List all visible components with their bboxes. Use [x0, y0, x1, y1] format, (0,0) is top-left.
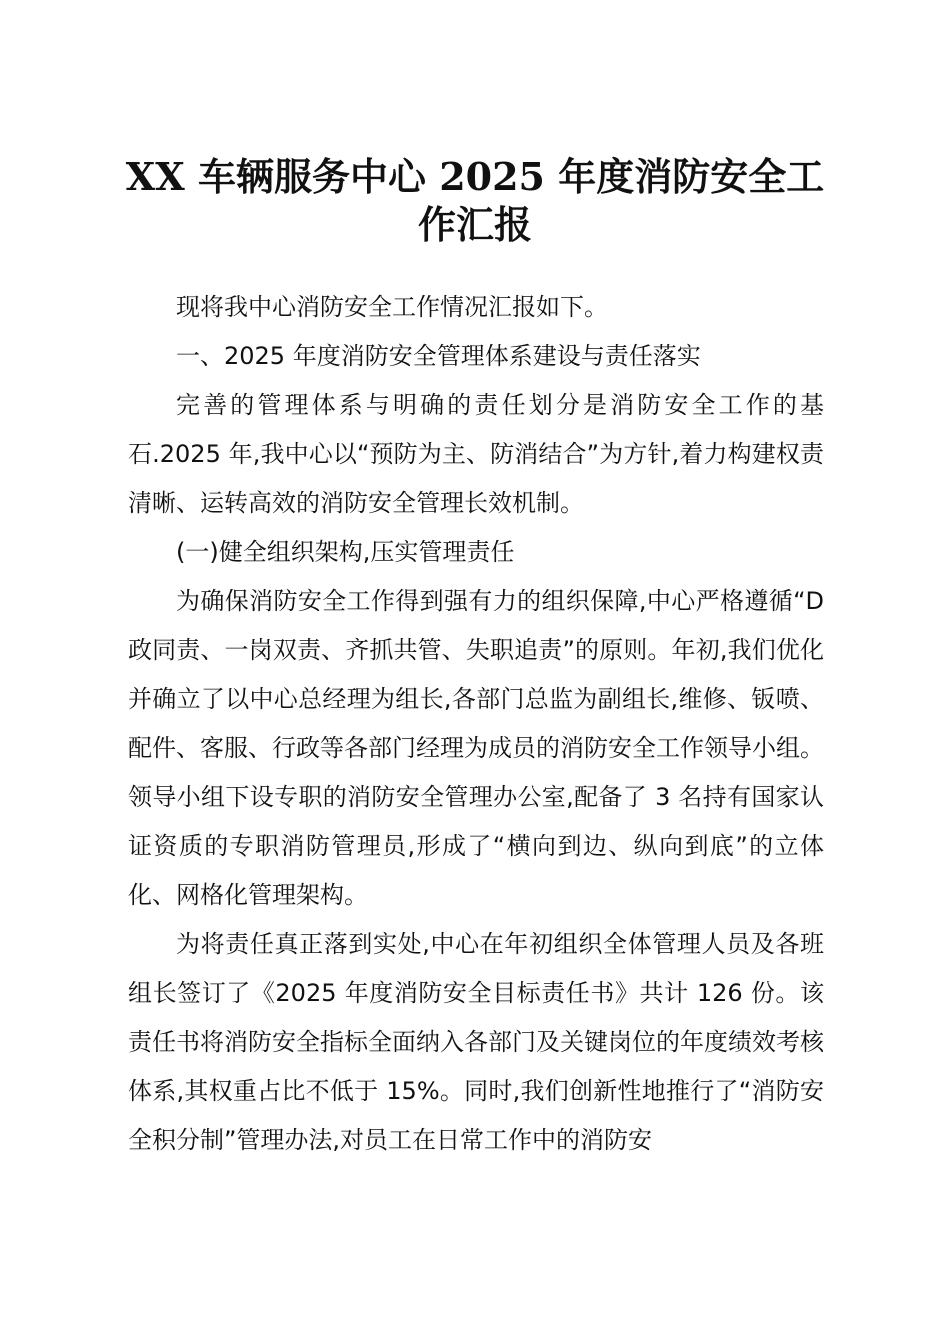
document-body [128, 283, 824, 1165]
section-heading-1: 一、2025 年度消防安全管理体系建设与责任落实 [176, 342, 701, 370]
document-title: XX 车辆服务中心 2025 年度消防安全工作汇报 [125, 154, 825, 247]
intro-paragraph: 现将我中心消防安全工作情况汇报如下。 [176, 293, 608, 321]
subsection-heading-1: (一)健全组织架构,压实管理责任 [176, 538, 515, 566]
body-paragraph-3: 为将责任真正落到实处,中心在年初组织全体管理人员及各班组长签订了《2025 年度消防安全目标责任书》共计 126 份。该责任书将消防安全指标全面纳入各部门及关键岗位的年度绩效考核体系,其权重占比不低于 15%。同时,我们创新性地推行了“消防安全积分制”管理办法,对员工在日常工作中的消防安 [128, 930, 824, 1154]
body-paragraph-2: 为确保消防安全工作得到强有力的组织保障,中心严格遵循“D 政同责、一岗双责、齐抓共管、失职追责”的原则。年初,我们优化并确立了以中心总经理为组长,各部门总监为副组长,维修、钣喷、配件、客服、行政等各部门经理为成员的消防安全工作领导小组。领导小组下设专职的消防安全管理办公室,配备了 3 名持有国家认证资质的专职消防管理员,形成了“横向到边、纵向到底”的立体化、网格化管理架构。 [128, 587, 824, 909]
body-paragraph-1: 完善的管理体系与明确的责任划分是消防安全工作的基石.2025 年,我中心以“预防为主、防消结合”为方针,着力构建权责清晰、运转高效的消防安全管理长效机制。 [128, 391, 824, 517]
